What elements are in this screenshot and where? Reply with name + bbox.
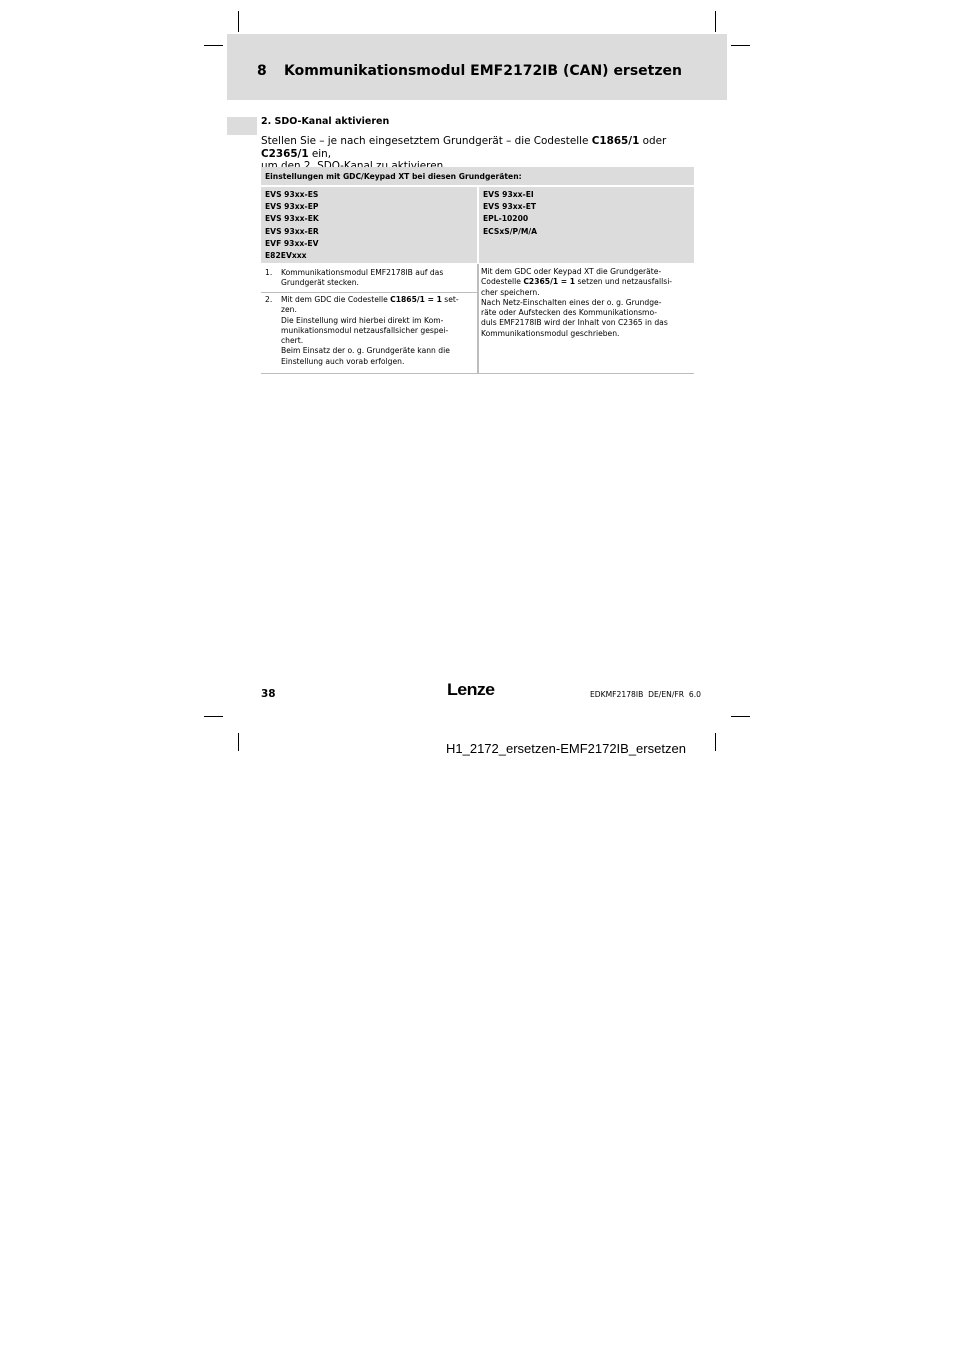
table-header-text: Einstellungen mit GDC/Keypad XT bei diesen Grundgeräten: [265, 172, 522, 181]
section-marker [227, 117, 257, 135]
step-text: Kommunikationsmodul EMF2178IB auf das [281, 268, 444, 277]
section-heading: 2. SDO-Kanal aktivieren [261, 116, 390, 127]
intro-text: ein, [308, 147, 332, 160]
note-text: Nach Netz-Einschalten eines der o. g. Grundge- [481, 297, 662, 307]
device-list-left [261, 187, 477, 263]
step-text: Die Einstellung wird hierbei direkt im Kom- [281, 315, 444, 325]
code-value: C1865/1 = 1 [390, 295, 442, 304]
note-text: cher speichern. [481, 287, 540, 297]
device-item: EVS 93xx-EP [265, 202, 319, 212]
step-text: Beim Einsatz der o. g. Grundgeräte kann die [281, 346, 450, 356]
note-cell [481, 267, 691, 339]
settings-table [261, 167, 694, 377]
crop-mark [731, 716, 750, 717]
code-c2365: C2365/1 [261, 147, 309, 160]
crop-mark [715, 11, 716, 32]
intro-text: oder [639, 135, 667, 147]
note-text: räte oder Aufstecken des Kommunikationsmo- [481, 308, 657, 318]
table-divider [261, 292, 477, 293]
note-text: setzen und netzausfallsi- [575, 277, 673, 287]
code-c1865: C1865/1 [591, 135, 640, 147]
crop-mark [204, 45, 223, 46]
note-text: Codestelle [481, 277, 524, 287]
device-list-right [479, 187, 694, 263]
device-item: EVS 93xx-ET [483, 202, 537, 212]
step-text: Mit dem GDC die Codestelle [281, 295, 391, 304]
table-divider [477, 264, 479, 374]
device-item: EVS 93xx-EK [265, 214, 319, 224]
chapter-number: 8 [257, 63, 267, 79]
device-item: EPL-10200 [483, 214, 529, 224]
table-header [261, 167, 694, 186]
device-item: ECSxS/P/M/A [483, 226, 538, 236]
device-item: EVS 93xx-ES [265, 190, 319, 199]
lenze-logo: Lenze [447, 680, 495, 699]
step-text: chert. [281, 336, 304, 346]
chapter-title: Kommunikationsmodul EMF2172IB (CAN) ersetzen [284, 63, 682, 79]
device-item: E82EVxxx [265, 251, 307, 261]
code-value: C2365/1 = 1 [523, 277, 576, 287]
step-1 [261, 268, 477, 292]
device-item: EVS 93xx-ER [265, 226, 319, 236]
crop-mark [731, 45, 750, 46]
step-text: Grundgerät stecken. [281, 278, 359, 288]
device-item: EVF 93xx-EV [265, 238, 319, 248]
crop-mark [238, 733, 239, 751]
crop-mark [238, 11, 239, 32]
document-id: EDKMF2178IB DE/EN/FR 6.0 [590, 690, 701, 699]
note-text: Mit dem GDC oder Keypad XT die Grundgeräte- [481, 267, 662, 276]
crop-mark [715, 733, 716, 751]
step-text: set- [441, 295, 459, 304]
step-number: 2. [265, 295, 273, 304]
page-number: 38 [261, 688, 276, 700]
step-text: zen. [281, 305, 297, 315]
intro-text: Stellen Sie – je nach eingesetztem Grundgerät – die Codestelle [261, 135, 592, 147]
file-name: H1_2172_ersetzen-EMF2172IB_ersetzen [446, 741, 686, 756]
note-text: Kommunikationsmodul geschrieben. [481, 328, 620, 338]
note-text: duls EMF2178IB wird der Inhalt von C2365 in das [481, 318, 668, 328]
step-text: Einstellung auch vorab erfolgen. [281, 356, 405, 366]
table-bottom-rule [261, 373, 694, 374]
step-2 [261, 295, 477, 371]
device-item: EVS 93xx-EI [483, 190, 534, 199]
crop-mark [204, 716, 223, 717]
step-text: munikationsmodul netzausfallsicher gespei- [281, 325, 449, 335]
step-number: 1. [265, 268, 273, 277]
